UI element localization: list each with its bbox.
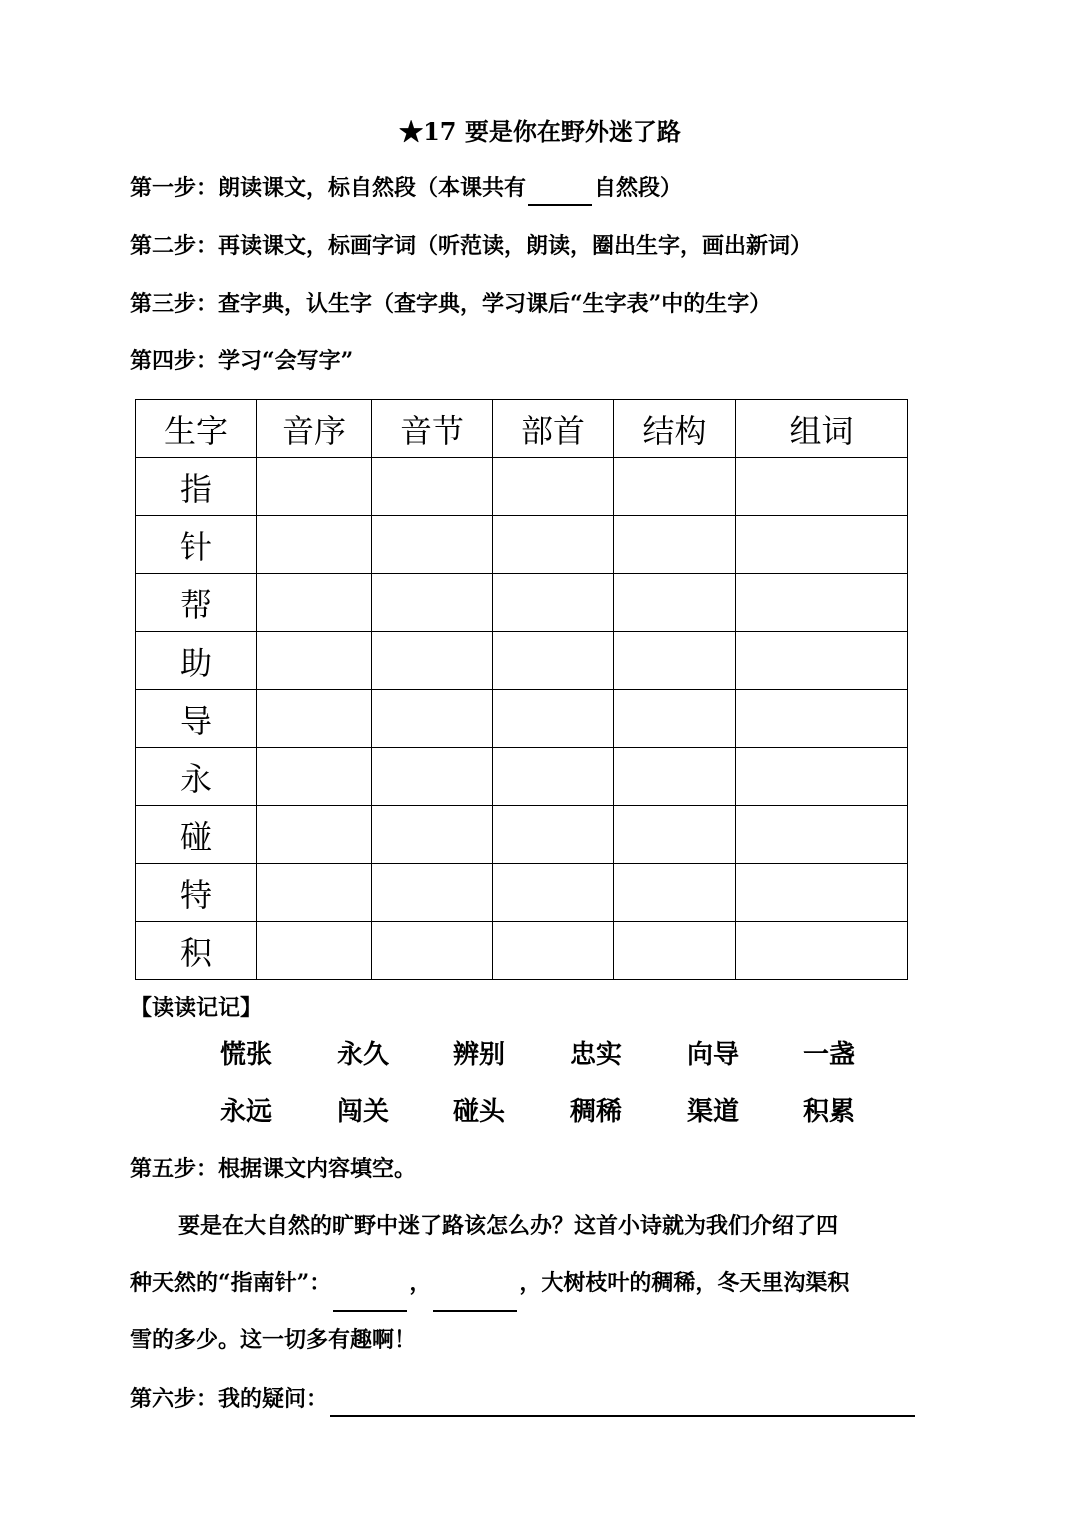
pinyin-initial-cell[interactable]	[257, 632, 372, 690]
char-cell: 针	[136, 516, 257, 574]
radical-cell[interactable]	[493, 632, 614, 690]
pinyin-initial-cell[interactable]	[257, 922, 372, 980]
step-5-paragraph	[130, 1198, 960, 1369]
word-cell[interactable]	[736, 806, 908, 864]
pinyin-initial-cell[interactable]	[257, 864, 372, 922]
header-cell: 组词	[736, 400, 908, 458]
structure-cell[interactable]	[614, 574, 736, 632]
pinyin-initial-cell[interactable]	[257, 574, 372, 632]
step-6	[130, 1381, 917, 1417]
table-row	[136, 574, 908, 632]
syllable-cell[interactable]	[372, 748, 493, 806]
word-cell[interactable]	[736, 690, 908, 748]
character-table	[135, 399, 908, 980]
paragraph-line-3: 雪的多少。这一切多有趣啊！	[130, 1327, 417, 1353]
structure-cell[interactable]	[614, 516, 736, 574]
vocab-word: 积累	[803, 1097, 856, 1127]
pinyin-initial-cell[interactable]	[257, 690, 372, 748]
word-cell[interactable]	[736, 516, 908, 574]
syllable-cell[interactable]	[372, 458, 493, 516]
pinyin-initial-cell[interactable]	[257, 458, 372, 516]
fill-blank-2[interactable]	[433, 1284, 517, 1312]
fill-blank-1[interactable]	[333, 1284, 407, 1312]
table-row	[136, 632, 908, 690]
page-title: ★17 要是你在野外迷了路	[399, 117, 681, 146]
table-row	[136, 748, 908, 806]
char-cell: 永	[136, 748, 257, 806]
reading-heading: 【读读记记】	[130, 995, 263, 1021]
syllable-cell[interactable]	[372, 632, 493, 690]
char-cell: 帮	[136, 574, 257, 632]
paragraph-count-blank[interactable]	[528, 178, 592, 206]
char-cell: 碰	[136, 806, 257, 864]
vocab-word: 向导	[687, 1040, 740, 1070]
structure-cell[interactable]	[614, 458, 736, 516]
table-header-row	[136, 400, 908, 458]
syllable-cell[interactable]	[372, 806, 493, 864]
word-cell[interactable]	[736, 922, 908, 980]
vocab-word: 渠道	[687, 1097, 740, 1127]
paragraph-line-1: 要是在大自然的旷野中迷了路该怎么办？这首小诗就为我们介绍了四	[178, 1213, 839, 1239]
structure-cell[interactable]	[614, 632, 736, 690]
question-blank[interactable]	[330, 1389, 915, 1417]
syllable-cell[interactable]	[372, 864, 493, 922]
radical-cell[interactable]	[493, 748, 614, 806]
step-5-heading: 第五步：根据课文内容填空。	[130, 1156, 417, 1182]
vocab-word: 忠实	[570, 1040, 623, 1070]
word-cell[interactable]	[736, 864, 908, 922]
header-cell: 音节	[372, 400, 493, 458]
step-6-label: 第六步：我的疑问：	[130, 1386, 329, 1412]
radical-cell[interactable]	[493, 864, 614, 922]
char-cell: 助	[136, 632, 257, 690]
table-row	[136, 516, 908, 574]
syllable-cell[interactable]	[372, 690, 493, 748]
vocab-word: 永久	[337, 1040, 390, 1070]
syllable-cell[interactable]	[372, 516, 493, 574]
char-cell: 指	[136, 458, 257, 516]
step-2: 第二步：再读课文，标画字词（听范读，朗读，圈出生字，画出新词）	[130, 233, 813, 259]
line-2-comma: ，	[409, 1270, 432, 1296]
vocab-word: 碰头	[453, 1097, 506, 1127]
structure-cell[interactable]	[614, 922, 736, 980]
step-3: 第三步：查字典，认生字（查字典，学习课后“生字表”中的生字）	[130, 291, 772, 317]
structure-cell[interactable]	[614, 806, 736, 864]
radical-cell[interactable]	[493, 922, 614, 980]
structure-cell[interactable]	[614, 748, 736, 806]
step-4: 第四步：学习“会写字”	[130, 348, 354, 374]
header-cell: 生字	[136, 400, 257, 458]
step-1	[130, 170, 682, 206]
header-cell: 部首	[493, 400, 614, 458]
word-row-1	[0, 1035, 1080, 1075]
step-1-text-end: 自然段）	[594, 175, 683, 201]
radical-cell[interactable]	[493, 574, 614, 632]
radical-cell[interactable]	[493, 806, 614, 864]
radical-cell[interactable]	[493, 690, 614, 748]
vocab-word: 稠稀	[570, 1097, 623, 1127]
syllable-cell[interactable]	[372, 922, 493, 980]
structure-cell[interactable]	[614, 864, 736, 922]
header-cell: 音序	[257, 400, 372, 458]
paragraph-line-2	[130, 1255, 960, 1312]
table-row	[136, 458, 908, 516]
radical-cell[interactable]	[493, 516, 614, 574]
pinyin-initial-cell[interactable]	[257, 516, 372, 574]
header-cell: 结构	[614, 400, 736, 458]
line-2-text-end: ，大树枝叶的稠稀，冬天里沟渠积	[519, 1270, 850, 1296]
table-row	[136, 864, 908, 922]
word-cell[interactable]	[736, 748, 908, 806]
table-row	[136, 806, 908, 864]
vocab-word: 慌张	[220, 1040, 273, 1070]
pinyin-initial-cell[interactable]	[257, 748, 372, 806]
word-cell[interactable]	[736, 458, 908, 516]
vocab-word: 一盏	[803, 1040, 856, 1070]
syllable-cell[interactable]	[372, 574, 493, 632]
radical-cell[interactable]	[493, 458, 614, 516]
char-cell: 导	[136, 690, 257, 748]
pinyin-initial-cell[interactable]	[257, 806, 372, 864]
word-cell[interactable]	[736, 574, 908, 632]
vocab-word: 辨别	[453, 1040, 506, 1070]
word-row-2	[0, 1092, 1080, 1132]
char-cell: 特	[136, 864, 257, 922]
vocab-word: 闯关	[337, 1097, 390, 1127]
char-cell: 积	[136, 922, 257, 980]
table-row	[136, 922, 908, 980]
structure-cell[interactable]	[614, 690, 736, 748]
vocab-word: 永远	[220, 1097, 273, 1127]
line-2-text: 种天然的“指南针”：	[130, 1270, 332, 1296]
table-row	[136, 690, 908, 748]
word-cell[interactable]	[736, 632, 908, 690]
step-1-text: 第一步：朗读课文，标自然段（本课共有	[130, 175, 527, 201]
